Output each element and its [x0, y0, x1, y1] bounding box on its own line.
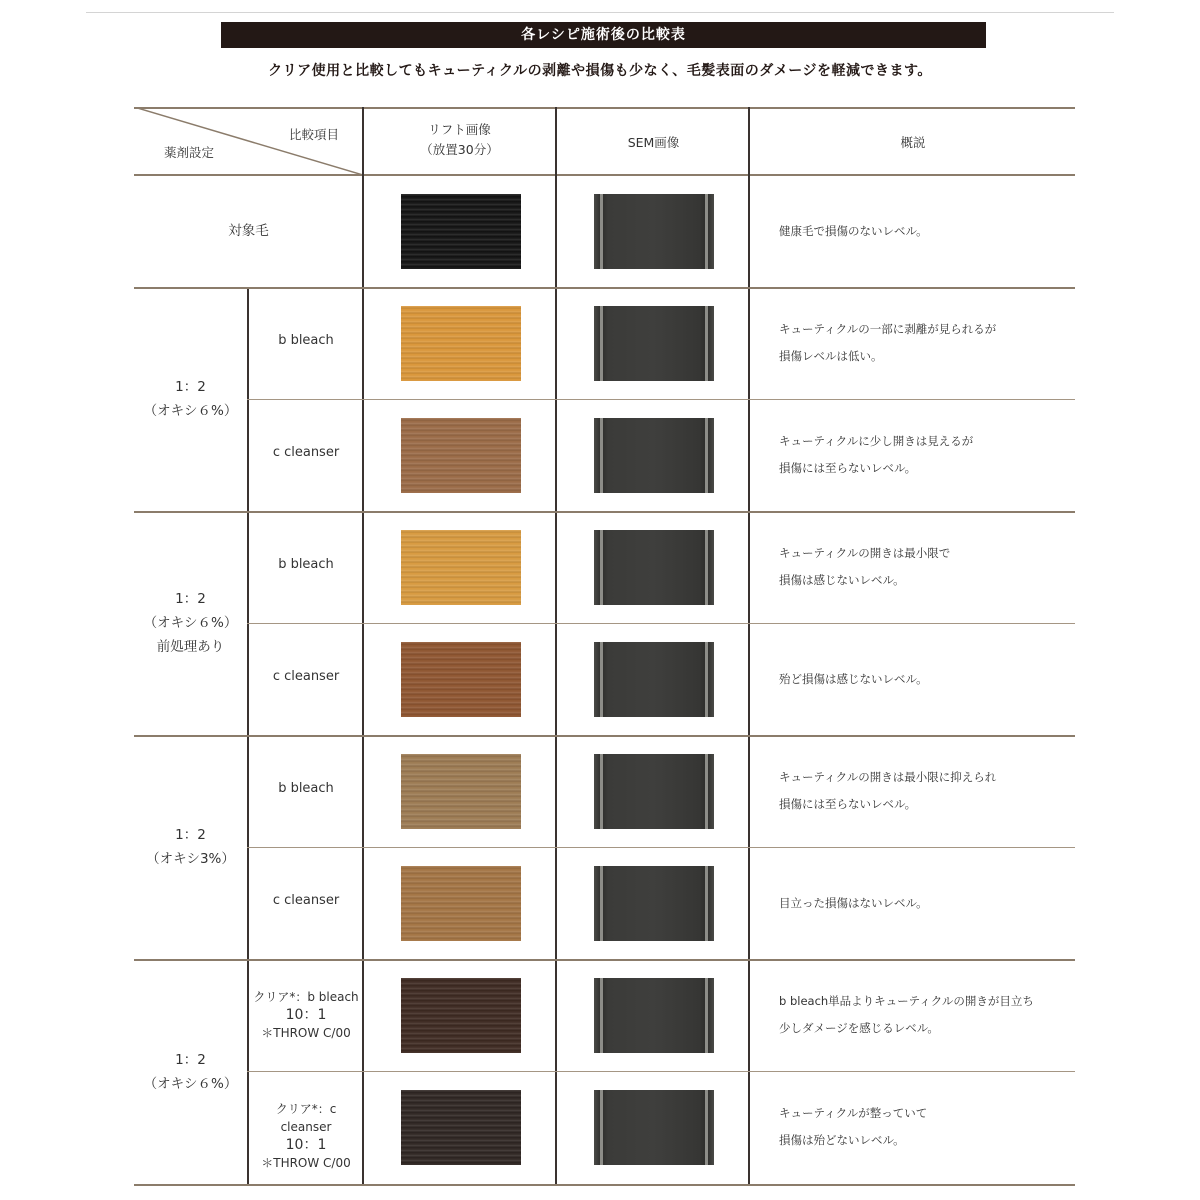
sem-edge [600, 754, 603, 829]
sem-image [594, 1090, 714, 1165]
group-label-line: （オキシ６%） [143, 403, 238, 419]
agent-label-line: c cleanser [272, 893, 340, 908]
agent-label-line: ＊THROW C/00 [261, 1156, 351, 1170]
row-description-line: キューティクルの一部に剥離が見られるが [779, 322, 997, 336]
sem-image [594, 754, 714, 829]
sem-edge [600, 642, 603, 717]
agent-label [249, 669, 363, 684]
lift-hair-swatch [401, 866, 521, 941]
row-description-line: 損傷は殆どないレベル。 [779, 1133, 905, 1147]
row-description-line: 殆ど損傷は感じないレベル。 [779, 671, 928, 686]
sem-edge [705, 530, 708, 605]
row-description-line: 損傷レベルは低い。 [779, 349, 883, 363]
lift-hair-swatch [401, 530, 521, 605]
lift-hair-swatch [401, 754, 521, 829]
agent-label [249, 1100, 363, 1172]
row-divider [247, 623, 1075, 624]
sem-edge [705, 642, 708, 717]
row-description-line: キューティクルが整っていて [779, 1106, 928, 1120]
row-divider [247, 1071, 1075, 1072]
lift-hair-swatch [401, 978, 521, 1053]
agent-label [249, 333, 363, 348]
row-description-line: キューティクルの開きは最小限で [779, 546, 951, 560]
agent-label [249, 988, 363, 1042]
sem-edge [705, 194, 708, 269]
row-description [779, 890, 1079, 917]
agent-label [249, 893, 363, 908]
agent-label-line: c cleanser [272, 445, 340, 460]
header-compare-items: 比較項目 [288, 127, 339, 142]
row-description [779, 428, 1079, 482]
row-description [779, 218, 1079, 245]
sem-edge [600, 978, 603, 1053]
group-label-line: 前処理あり [156, 639, 225, 655]
row-description [779, 666, 1079, 693]
lift-hair-swatch [401, 642, 521, 717]
group-divider [134, 511, 1075, 513]
row-description [779, 764, 1079, 818]
group-divider [134, 959, 1075, 961]
sem-edge [600, 418, 603, 493]
group-label-line: 対象毛 [228, 223, 269, 239]
sem-edge [705, 418, 708, 493]
group-label-line: （オキシ６%） [143, 1075, 238, 1092]
agent-label-line: 10：1 [285, 1137, 327, 1153]
sem-edge [600, 1090, 603, 1165]
group-label [134, 219, 363, 243]
row-description-line: b bleach単品よりキューティクルの開きが目立ち [779, 994, 1034, 1008]
comparison-table [134, 107, 1075, 1186]
group-divider [134, 735, 1075, 737]
agent-label [249, 557, 363, 572]
column-divider [555, 107, 557, 1184]
group-divider [134, 287, 1075, 289]
table-top-rule [134, 107, 1075, 109]
sem-edge [705, 978, 708, 1053]
group-label-line: 1：2 [175, 591, 206, 607]
row-description [779, 316, 1079, 370]
header-lift-line2: （放置30分） [420, 142, 499, 157]
header-summary: 概説 [900, 135, 926, 150]
group-label-line: 1：2 [175, 827, 206, 843]
header-sem-image: SEM画像 [627, 135, 680, 150]
agent-label-line: クリア*：c cleanser [275, 1102, 337, 1134]
lift-hair-swatch [401, 306, 521, 381]
sem-edge [705, 306, 708, 381]
row-description [779, 540, 1079, 594]
lift-hair-swatch [401, 418, 521, 493]
sem-image [594, 194, 714, 269]
sem-image [594, 978, 714, 1053]
row-description [779, 1100, 1079, 1154]
group-label-line: 1：2 [175, 379, 206, 395]
agent-label-line: 10：1 [285, 1007, 327, 1023]
sem-edge [600, 194, 603, 269]
agent-label [249, 445, 363, 460]
agent-label-line: c cleanser [272, 669, 340, 684]
sem-edge [705, 1090, 708, 1165]
row-description-line: キューティクルに少し開きは見えるが [779, 434, 974, 448]
row-description-line: 損傷には至らないレベル。 [779, 461, 917, 475]
row-description-line: キューティクルの開きは最小限に抑えられ [779, 770, 997, 784]
header-lift-image [363, 120, 556, 160]
group-label [134, 823, 247, 871]
group-label [134, 587, 247, 659]
column-divider [748, 107, 750, 1184]
row-description-line: 少しダメージを感じるレベル。 [779, 1021, 939, 1035]
row-description-line: 損傷には至らないレベル。 [779, 797, 917, 811]
header-bottom-rule [134, 174, 1075, 176]
table-title: 各レシピ施術後の比較表 [221, 22, 986, 48]
table-bottom-rule [134, 1184, 1075, 1186]
sem-image [594, 418, 714, 493]
sem-edge [705, 754, 708, 829]
sem-image [594, 530, 714, 605]
row-description-line: 損傷は感じないレベル。 [779, 573, 905, 587]
row-description-line: 目立った損傷はないレベル。 [779, 895, 928, 910]
sem-image [594, 866, 714, 941]
row-description-line: 健康毛で損傷のないレベル。 [779, 223, 928, 238]
sem-edge [705, 866, 708, 941]
sem-image [594, 306, 714, 381]
group-label [134, 375, 247, 423]
row-description [779, 988, 1079, 1042]
sem-image [594, 642, 714, 717]
group-label-line: （オキシ６%） [143, 615, 238, 631]
sem-edge [600, 530, 603, 605]
sem-edge [600, 306, 603, 381]
lift-hair-swatch [401, 1090, 521, 1165]
row-divider [247, 847, 1075, 848]
lift-hair-swatch [401, 194, 521, 269]
top-divider [86, 12, 1114, 13]
group-label-line: （オキシ3%） [146, 851, 235, 867]
agent-label-line: b bleach [278, 557, 334, 572]
header-lift-line1: リフト画像 [428, 122, 491, 137]
agent-label-line: b bleach [278, 781, 334, 796]
row-divider [247, 399, 1075, 400]
group-label [134, 1048, 247, 1096]
header-agent-settings: 薬剤設定 [163, 145, 214, 160]
sem-edge [600, 866, 603, 941]
agent-label-line: ＊THROW C/00 [261, 1026, 351, 1040]
agent-label [249, 781, 363, 796]
table-subtitle: クリア使用と比較してもキューティクルの剥離や損傷も少なく、毛髪表面のダメージを軽減できます。 [268, 63, 932, 79]
agent-label-line: b bleach [278, 333, 334, 348]
group-label-line: 1：2 [175, 1051, 206, 1068]
agent-label-line: クリア*：b bleach [253, 990, 359, 1004]
